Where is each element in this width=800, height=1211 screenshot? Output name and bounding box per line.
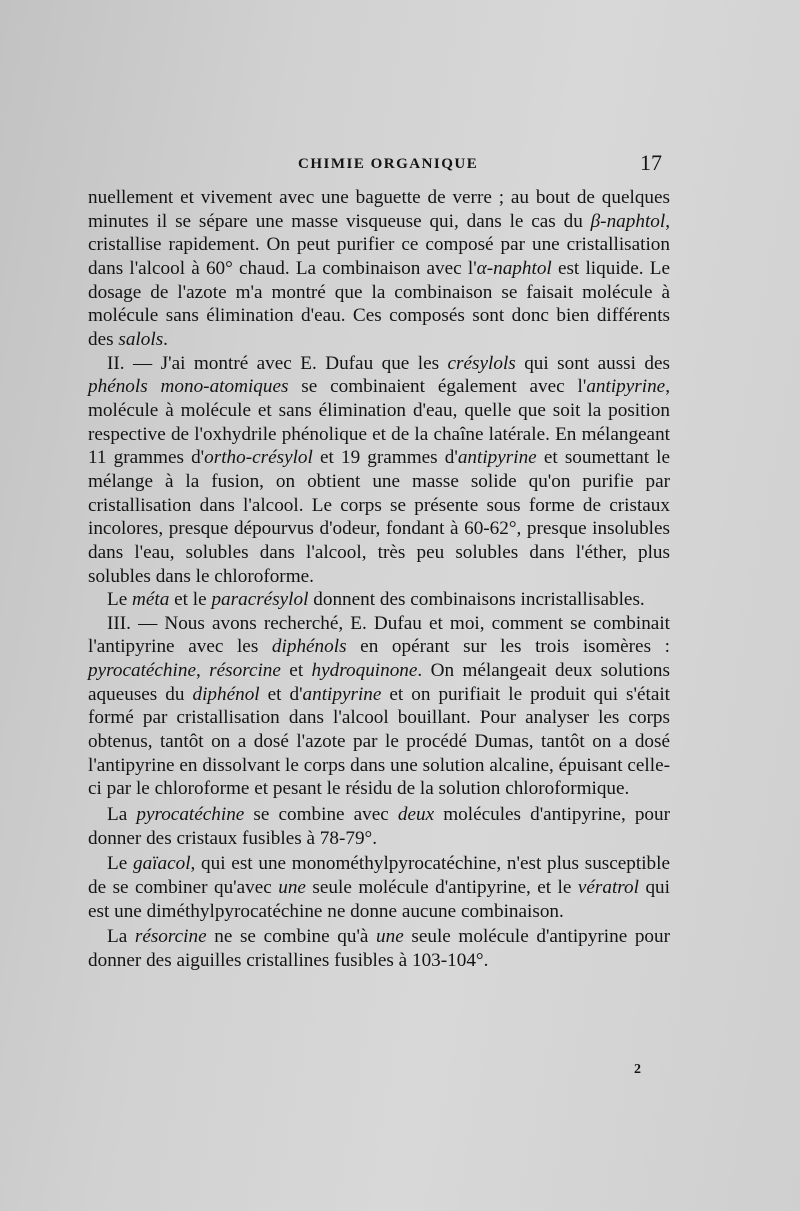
text-run: et [280,660,312,682]
text-run: en opérant sur les trois isomères : [346,636,670,658]
text-run: III. — Nous avons recherché, E. Dufau et moi, comment se combinait l'antipyrine avec les [88,612,670,658]
text-run: II. — J'ai montré avec E. Dufau que les [107,352,448,374]
paragraph-6 [88,852,670,923]
italic-term: une [376,926,404,948]
signature-mark: 2 [634,1062,641,1077]
text-run: , [195,660,210,682]
italic-term: phénols mono-atomiques [88,376,289,398]
text-run: molécules d'antipyrine, pour donner des cristaux fusibles à 78-79°. [88,804,670,849]
italic-term: antipyrine [457,447,537,469]
italic-term: gaïacol [132,853,191,875]
paragraph-1 [88,186,670,352]
text-run: qui est une diméthylpyrocatéchine ne donne aucune combinaison. [88,877,670,922]
text-run: et 19 grammes d' [312,447,458,469]
italic-term: méta [132,589,170,611]
paragraph-4 [88,612,670,801]
paragraph-7 [88,925,670,972]
running-head [88,150,672,180]
text-run: seule molécule d'antipyrine pour donner des aiguilles cristallines fusibles à 103-104°. [88,926,670,971]
italic-term: une [278,877,306,899]
text-run: La [107,926,135,948]
text-run: La [107,804,137,826]
italic-term: α-naphtol [476,257,552,279]
text-run: . On mélangeait deux solutions aqueuses du [88,660,670,705]
italic-term: hydroquinone [311,660,418,682]
text-run: se combinaient également avec l' [288,376,587,398]
text-run: et on purifiait le produit qui s'était formé par cristallisation dans l'alcool bouillant. Pour analyser les corps obtenus, tantôt on a dosé l'azote par le procédé Dumas, tantôt on a dosé l'antipyrine en dissolvant le corps dans une solution alcaline, épuisant celle-ci par le chloroforme et pesant le résidu de la solution chloroformique. [88,683,670,800]
text-run: donnent des combinaisons incristallisables. [308,589,645,611]
running-title: CHIMIE ORGANIQUE [298,156,479,172]
text-run: . [163,328,168,350]
text-run: est liquide. Le dosage de l'azote m'a montré que la combinaison se faisait molécule à molécule sans élimination d'eau. Ces composés sont donc bien différents des [88,257,670,350]
text-run: Le [107,853,133,875]
italic-term: résorcine [134,926,207,948]
italic-term: deux [397,804,435,826]
text-run: et le [169,589,212,611]
text-run: , qui est une monométhylpyrocatéchine, n'est plus susceptible de se combiner qu'avec [88,853,670,899]
text-run: se combine avec [244,804,398,826]
italic-term: crésylols [447,352,516,374]
paragraph-2 [88,352,670,589]
paragraph-3 [88,588,670,612]
italic-term: pyrocatéchine [88,660,196,682]
text-run: , cristallise rapidement. On peut purifier ce composé par une cristallisation dans l'alcool à 60° chaud. La combinaison avec l' [88,210,670,279]
italic-term: résorcine [209,660,281,682]
body-text [88,186,670,973]
italic-term: ortho-crésylol [204,447,313,469]
italic-term: antipyrine [586,376,666,398]
text-run: nuellement et vivement avec une baguette de verre ; au bout de quelques minutes il se sépare une masse visqueuse qui, dans le cas du [88,187,670,232]
text-run: seule molécule d'antipyrine, et le [305,877,578,899]
italic-term: pyrocatéchine [136,804,245,826]
text-run: , molécule à molécule et sans élimination d'eau, quelle que soit la position respective de l'oxhydrile phénolique et de la chaîne latérale. En mélangeant 11 grammes d' [88,376,670,469]
page-number: 17 [640,150,662,175]
text-run: ne se combine qu'à [206,926,377,948]
text-run: qui sont aussi des [515,352,670,374]
italic-term: antipyrine [302,683,382,705]
italic-term: salols [118,328,164,350]
italic-term: diphénols [271,636,347,658]
text-run: Le [107,589,133,611]
italic-term: diphénol [192,683,260,705]
paragraph-5 [88,803,670,850]
text-run: et soumettant le mélange à la fusion, on obtient une masse solide qu'on purifie par cristallisation dans l'alcool. Le corps se présente sous forme de cristaux incolores, presque dépourvus d'odeur, fondant à 60-62°, presque insolubles dans l'eau, solubles dans l'alcool, très peu solubles dans l'éther, plus solubles dans le chloroforme. [88,447,671,587]
italic-term: β-naphtol [590,210,666,232]
italic-term: paracrésylol [211,589,309,611]
italic-term: vératrol [577,877,639,899]
text-run: et d' [259,683,303,705]
